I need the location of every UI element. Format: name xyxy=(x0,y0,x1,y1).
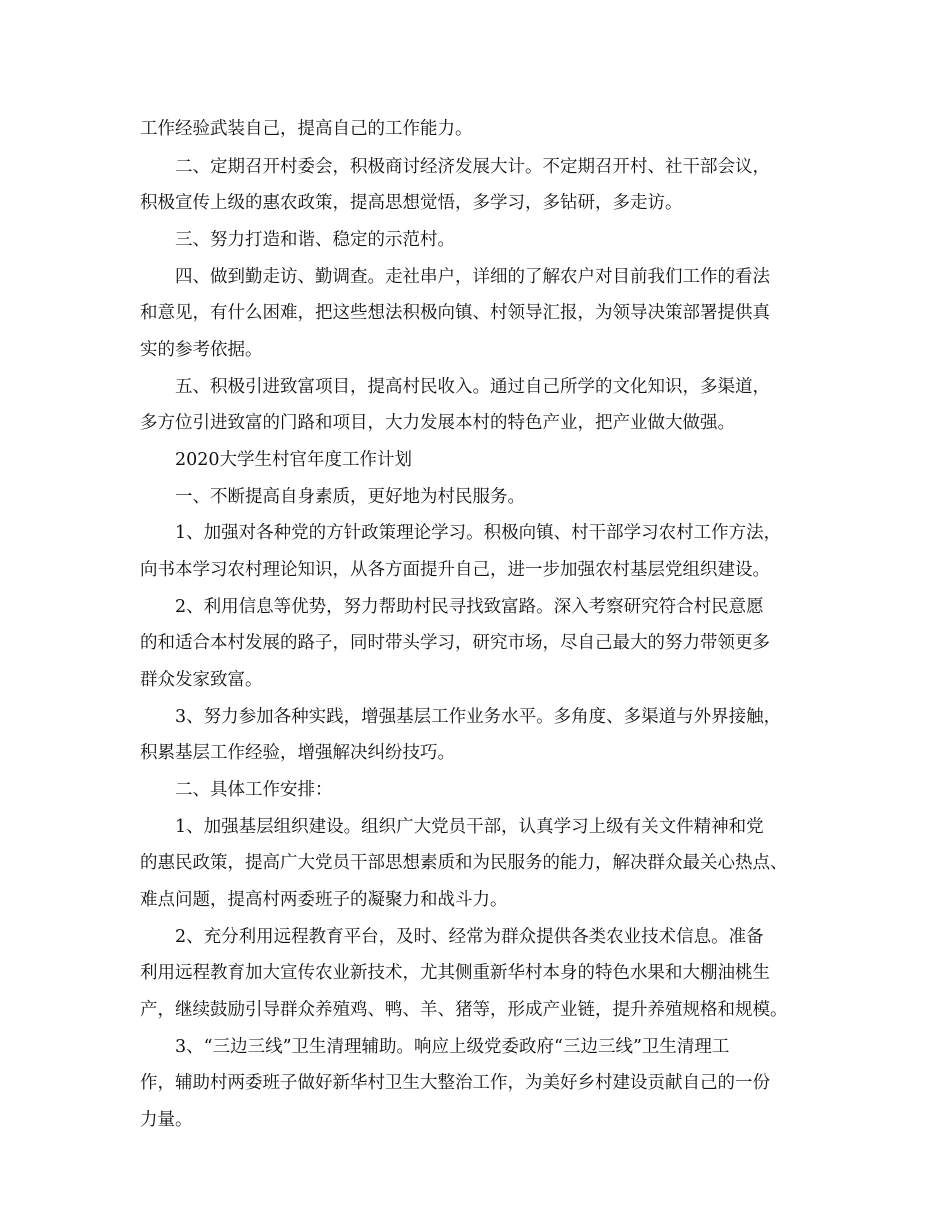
text-line: 难点问题，提高村两委班子的凝聚力和战斗力。 xyxy=(140,890,508,910)
text-line: 力量。 xyxy=(140,1110,193,1130)
paragraph-start: 三、努力打造和谐、稳定的示范村。 xyxy=(175,230,455,250)
section-title: 2020大学生村官年度工作计划 xyxy=(175,450,413,470)
paragraph-start: 2、充分利用远程教育平台，及时、经常为群众提供各类农业技术信息。准备 xyxy=(175,927,764,947)
paragraph-start: 一、不断提高自身素质，更好地为村民服务。 xyxy=(175,487,525,507)
paragraph-start: 3、“三边三线”卫生清理辅助。响应上级党委政府“三边三线”卫生清理工 xyxy=(175,1037,730,1057)
paragraph-start: 3、努力参加各种实践，增强基层工作业务水平。多角度、多渠道与外界接触， xyxy=(175,707,782,727)
paragraph-start: 二、具体工作安排： xyxy=(175,780,333,800)
paragraph-start: 二、定期召开村委会，积极商讨经济发展大计。不定期召开村、社干部会议， xyxy=(175,157,770,177)
text-line: 和意见，有什么困难，把这些想法积极向镇、村领导汇报，为领导决策部署提供真 xyxy=(140,303,770,323)
paragraph-start: 五、积极引进致富项目，提高村民收入。通过自己所学的文化知识，多渠道， xyxy=(175,377,770,397)
text-line: 利用远程教育加大宣传农业新技术，尤其侧重新华村本身的特色水果和大棚油桃生 xyxy=(140,963,770,983)
text-line: 产，继续鼓励引导群众养殖鸡、鸭、羊、猪等，形成产业链，提升养殖规格和规模。 xyxy=(140,1000,788,1020)
text-line: 作，辅助村两委班子做好新华村卫生大整治工作，为美好乡村建设贡献自己的一份 xyxy=(140,1073,770,1093)
paragraph-start: 1、加强基层组织建设。组织广大党员干部，认真学习上级有关文件精神和党 xyxy=(175,817,764,837)
text-line: 群众发家致富。 xyxy=(140,670,263,690)
text-line: 的惠民政策，提高广大党员干部思想素质和为民服务的能力，解决群众最关心热点、 xyxy=(140,853,788,873)
paragraph-start: 2、利用信息等优势，努力帮助村民寻找致富路。深入考察研究符合村民意愿 xyxy=(175,597,764,617)
paragraph-start: 四、做到勤走访、勤调查。走社串户，详细的了解农户对目前我们工作的看法 xyxy=(175,267,770,287)
text-line: 工作经验武装自己，提高自己的工作能力。 xyxy=(140,119,473,139)
text-line: 实的参考依据。 xyxy=(140,340,263,360)
paragraph-start: 1、加强对各种党的方针政策理论学习。积极向镇、村干部学习农村工作方法， xyxy=(175,523,782,543)
text-line: 多方位引进致富的门路和项目，大力发展本村的特色产业，把产业做大做强。 xyxy=(140,413,735,433)
text-line: 的和适合本村发展的路子，同时带头学习，研究市场，尽自己最大的努力带领更多 xyxy=(140,633,770,653)
text-line: 向书本学习农村理论知识，从各方面提升自己，进一步加强农村基层党组织建设。 xyxy=(140,560,770,580)
text-line: 积累基层工作经验，增强解决纠纷技巧。 xyxy=(140,743,455,763)
text-line: 积极宣传上级的惠农政策，提高思想觉悟，多学习，多钻研，多走访。 xyxy=(140,193,683,213)
